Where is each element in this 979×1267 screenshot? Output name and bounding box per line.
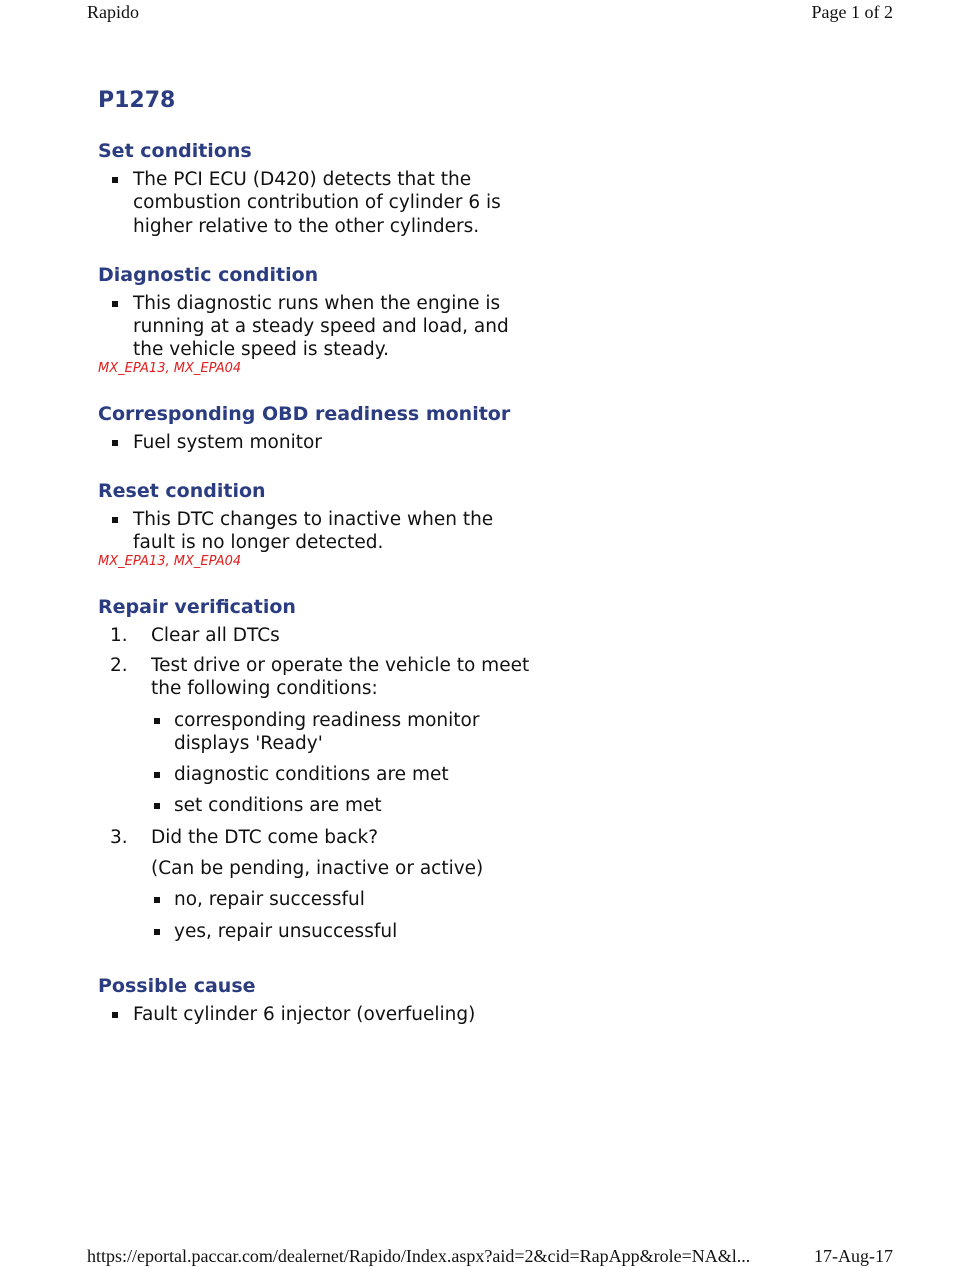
- page-title: P1278: [98, 88, 176, 113]
- step-number: 3.: [110, 826, 128, 848]
- step-item: [98, 826, 538, 943]
- print-footer-date: 17-Aug-17: [814, 1246, 893, 1266]
- section-diagnostic-condition: [98, 262, 538, 377]
- model-reference: MX_EPA13, MX_EPA04: [98, 553, 242, 569]
- print-header-page: Page 1 of 2: [811, 2, 893, 22]
- step-note: (Can be pending, inactive or active): [151, 858, 484, 880]
- sub-list-item: corresponding readiness monitor displays 'Ready': [151, 709, 538, 756]
- sub-list-item: yes, repair unsuccessful: [151, 920, 538, 943]
- step-item: [98, 624, 538, 647]
- section-possible-cause: [98, 973, 538, 1026]
- possible-cause-heading: Possible cause: [98, 974, 256, 997]
- list-item: The PCI ECU (D420) detects that the combustion contribution of cylinder 6 is higher relative to the other cylinders.: [98, 168, 538, 238]
- reset-condition-heading: Reset condition: [98, 480, 266, 503]
- sub-list-item: diagnostic conditions are met: [151, 763, 538, 786]
- set-conditions-heading: Set conditions: [98, 140, 252, 162]
- repair-verification-heading: Repair verification: [98, 595, 296, 618]
- print-header-title: Rapido: [87, 2, 139, 22]
- step-number: 1.: [110, 624, 128, 646]
- obd-monitor-heading: Corresponding OBD readiness monitor: [98, 402, 511, 425]
- step-text: Did the DTC come back?: [151, 826, 379, 848]
- list-item: This DTC changes to inactive when the fault is no longer detected.: [98, 508, 538, 555]
- section-set-conditions: [98, 138, 538, 238]
- step-number: 2.: [110, 654, 128, 676]
- step-text: Test drive or operate the vehicle to meet the following conditions:: [151, 654, 530, 700]
- step-item: [98, 654, 538, 818]
- sub-list-item: set conditions are met: [151, 794, 538, 817]
- model-reference: MX_EPA13, MX_EPA04: [98, 360, 242, 376]
- sub-list-item: no, repair successful: [151, 888, 538, 911]
- list-item: Fuel system monitor: [98, 431, 538, 454]
- document-body: [98, 86, 538, 1050]
- step-text: Clear all DTCs: [151, 624, 280, 646]
- list-item: This diagnostic runs when the engine is running at a steady speed and load, and the vehicle speed is steady.: [98, 292, 538, 362]
- section-obd-monitor: [98, 401, 538, 454]
- section-repair-verification: [98, 594, 538, 943]
- list-item: Fault cylinder 6 injector (overfueling): [98, 1003, 538, 1026]
- diagnostic-condition-heading: Diagnostic condition: [98, 263, 319, 286]
- section-reset-condition: [98, 478, 538, 570]
- print-footer-url: https://eportal.paccar.com/dealernet/Rapido/Index.aspx?aid=2&cid=RapApp&role=NA&l...: [87, 1246, 751, 1266]
